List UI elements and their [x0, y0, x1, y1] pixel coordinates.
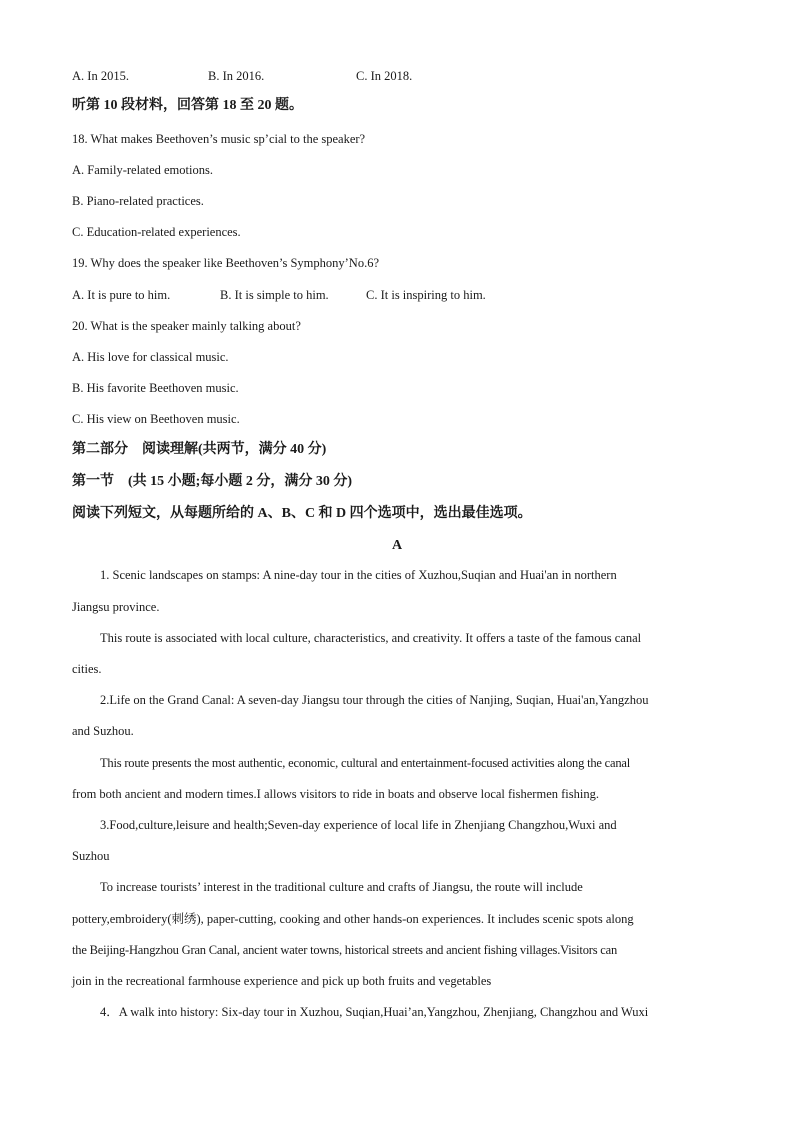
passage-line: 3.Food,culture,leisure and health;Seven-day experience of local life in Zhenjiang Changzhou,Wuxi and — [100, 818, 617, 832]
q19-option-b: B. It is simple to him. — [220, 288, 329, 302]
q17-option-c: C. In 2018. — [356, 69, 413, 83]
passage-line: and Suzhou. — [72, 724, 134, 738]
q17-option-b: B. In 2016. — [208, 69, 265, 83]
passage-line: This route is associated with local culture, characteristics, and creativity. It offers a taste of the famous canal — [100, 631, 642, 645]
q18-option-a: A. Family-related emotions. — [72, 163, 213, 177]
q19-option-c: C. It is inspiring to him. — [366, 288, 486, 302]
part2-heading: 第二部分 阅读理解(共两节，满分 40 分) — [72, 442, 327, 457]
passage-line: join in the recreational farmhouse experience and pick up both fruits and vegetables — [72, 974, 492, 988]
q18-option-c: C. Education-related experiences. — [72, 225, 241, 239]
passage-line: To increase tourists’ interest in the traditional culture and crafts of Jiangsu, the route will include — [100, 880, 583, 894]
passage-line: from both ancient and modern times.I allows visitors to ride in boats and observe local fishermen fishing. — [72, 787, 599, 801]
passage-label: A — [391, 538, 403, 553]
q18-stem: 18. What makes Beethoven’s music sp’cial to the speaker? — [72, 132, 366, 146]
section-10-heading: 听第 10 段材料，回答第 18 至 20 题。 — [72, 98, 303, 113]
q17-option-a: A. In 2015. — [72, 69, 129, 83]
passage-line: Jiangsu province. — [72, 600, 160, 614]
q20-option-a: A. His love for classical music. — [72, 350, 229, 364]
passage-line: 1. Scenic landscapes on stamps: A nine-day tour in the cities of Xuzhou,Suqian and Huai'an in northern — [100, 568, 617, 582]
passage-line: 4．A walk into history: Six-day tour in Xuzhou, Suqian,Huai’an,Yangzhou, Zhenjiang, Changzhou and Wuxi — [100, 1005, 649, 1019]
reading-instruction: 阅读下列短文，从每题所给的 A、B、C 和 D 四个选项中，选出最佳选项。 — [72, 506, 532, 521]
q19-stem: 19. Why does the speaker like Beethoven’s Symphony’No.6? — [72, 256, 380, 270]
q20-option-c: C. His view on Beethoven music. — [72, 412, 240, 426]
passage-line: cities. — [72, 662, 102, 676]
passage-line: Suzhou — [72, 849, 110, 863]
q18-option-b: B. Piano-related practices. — [72, 194, 204, 208]
passage-line: This route presents the most authentic, economic, cultural and entertainment-focused activities along the canal — [100, 756, 631, 770]
q20-option-b: B. His favorite Beethoven music. — [72, 381, 239, 395]
q20-stem: 20. What is the speaker mainly talking about? — [72, 319, 301, 333]
q19-option-a: A. It is pure to him. — [72, 288, 171, 302]
passage-line: 2.Life on the Grand Canal: A seven-day Jiangsu tour through the cities of Nanjing, Suqian, Huai'an,Yangzhou — [100, 693, 649, 707]
section1-heading: 第一节 (共 15 小题;每小题 2 分，满分 30 分) — [72, 474, 352, 489]
passage-line: the Beijing-Hangzhou Gran Canal, ancient water towns, historical streets and ancient fishing villages.Visitors can — [72, 943, 618, 957]
passage-line: pottery,embroidery(刺绣), paper-cutting, cooking and other hands-on experiences. It includes scenic spots along — [72, 912, 634, 926]
